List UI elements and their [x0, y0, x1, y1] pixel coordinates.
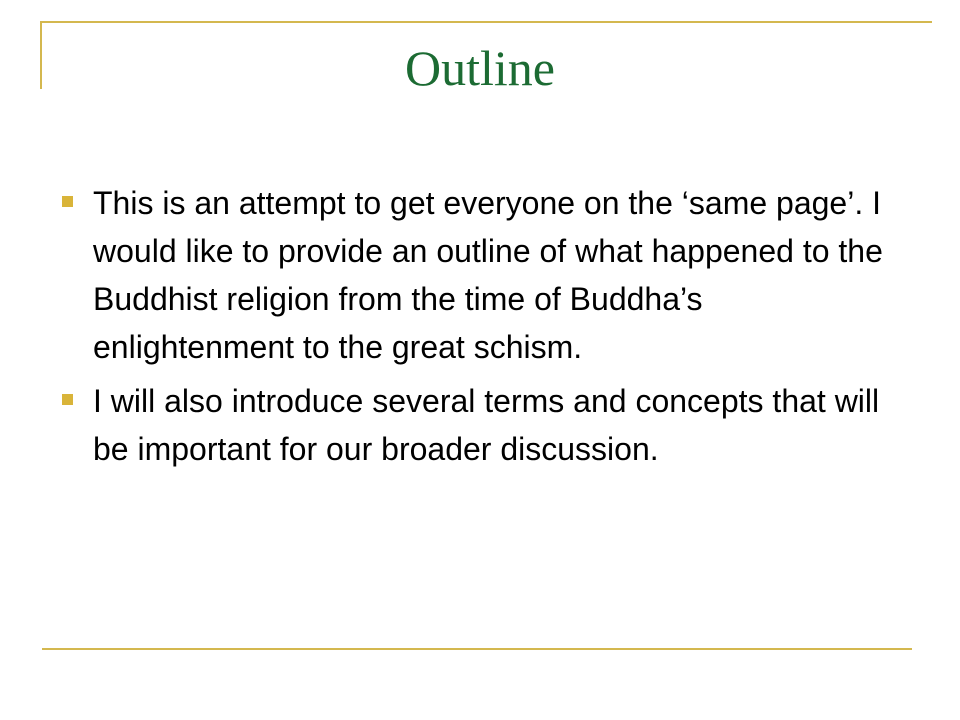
bottom-divider-line	[42, 648, 912, 650]
bullet-item	[60, 377, 910, 473]
bullet-text: I will also introduce several terms and concepts that will be important for our broader discussion.	[93, 383, 880, 467]
bullet-item	[60, 179, 910, 371]
bullet-text: This is an attempt to get everyone on the ‘same page’. I would like to provide an outline of what happened to the Buddhist religion from the time of Buddha’s enlightenment to the great schism.	[93, 185, 883, 365]
square-bullet-icon	[62, 394, 73, 405]
top-divider-line	[40, 21, 932, 23]
square-bullet-icon	[62, 196, 73, 207]
bullet-list	[60, 179, 910, 479]
slide-title: Outline	[405, 40, 555, 96]
